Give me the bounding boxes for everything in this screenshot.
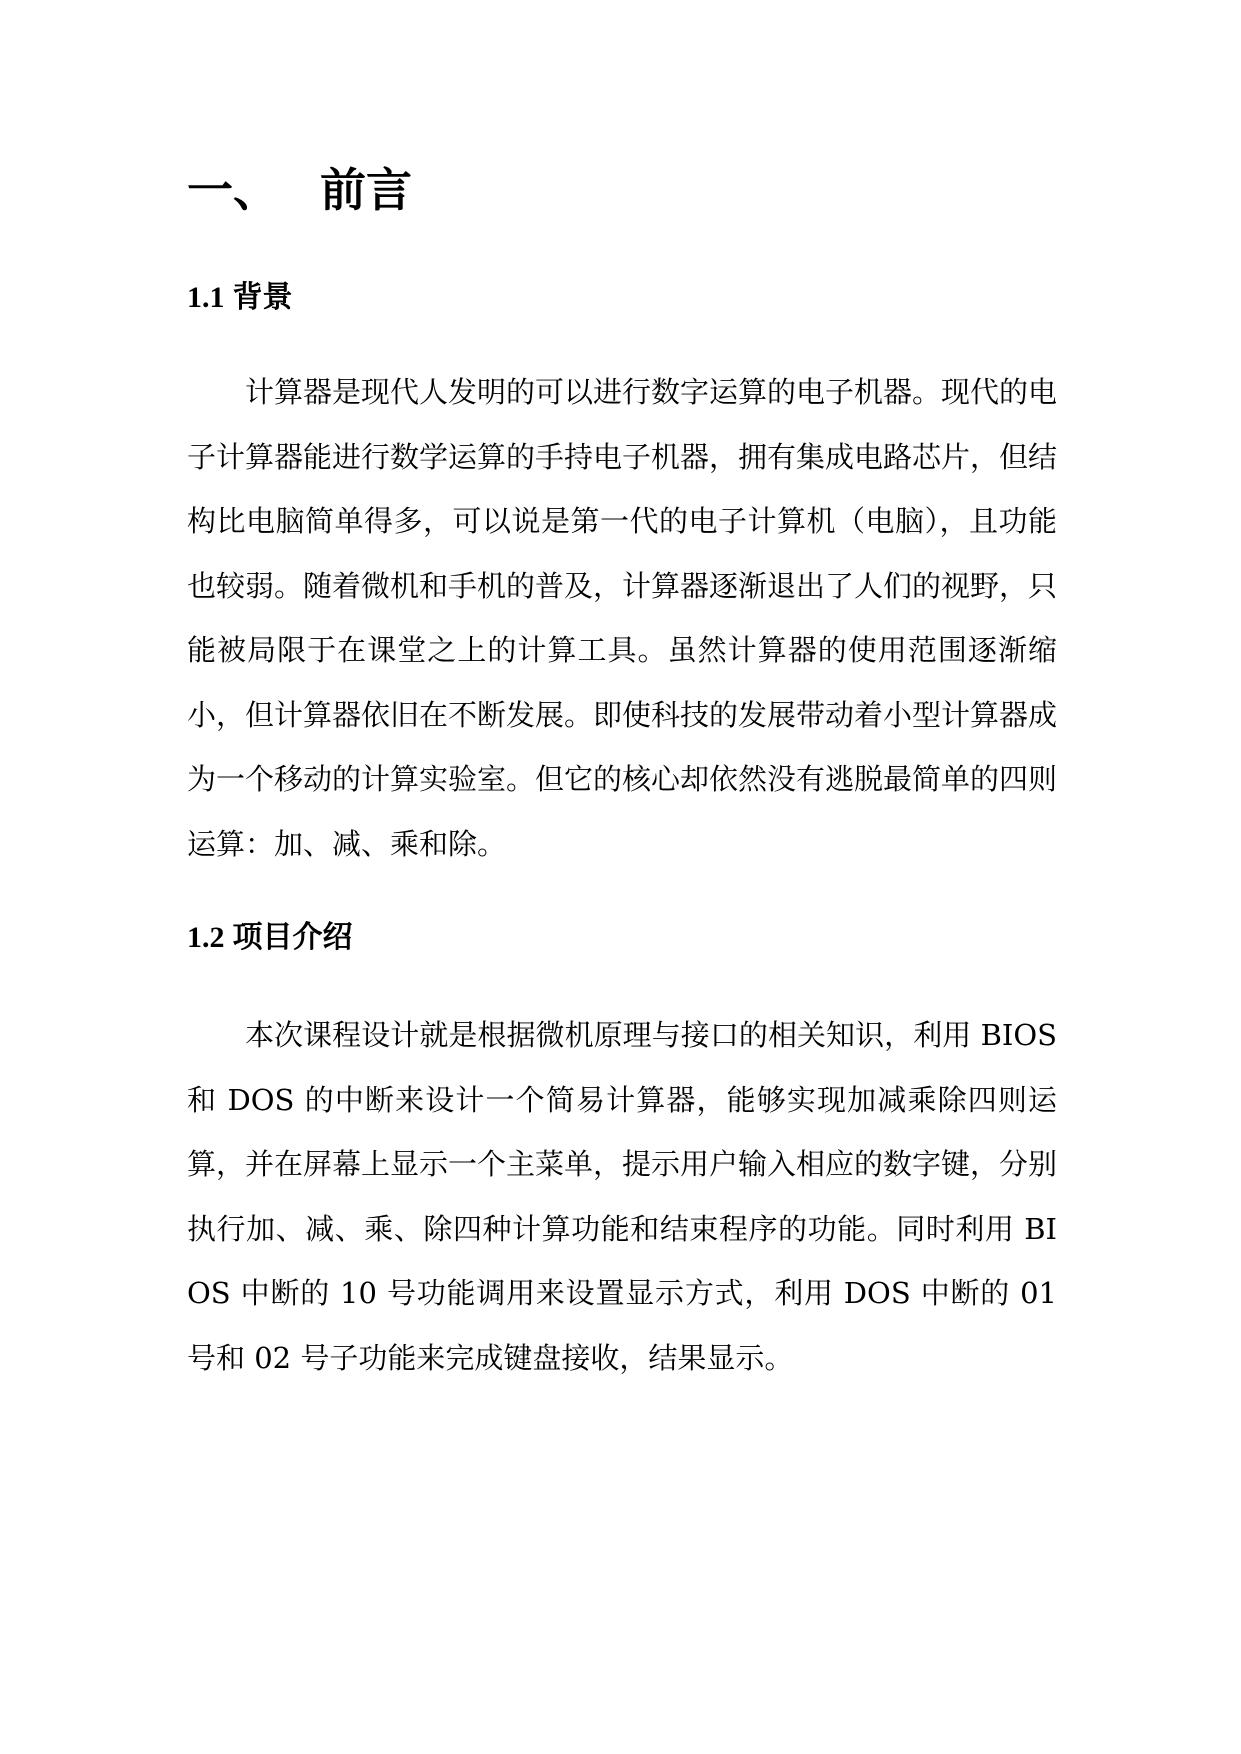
section-title-text: 项目介绍: [232, 920, 353, 955]
chapter-number: 一、: [187, 163, 279, 217]
project-intro-paragraph: 本次课程设计就是根据微机原理与接口的相关知识，利用 BIOS 和 DOS 的中断来设计一个简易计算器，能够实现加减乘除四则运算，并在屏幕上显示一个主菜单，提示用户输入相应的数字键，分别执行加、减、乘、除四种计算功能和结束程序的功能。同时利用 BIOS 中断的 10 号功能调用来设置显示方式，利用 DOS 中断的 01 号和 02 号子功能来完成键盘接收，结果显示。: [187, 1018, 1058, 1375]
chapter-title-text: 前言: [320, 163, 412, 217]
section-heading-project-intro: [187, 918, 353, 958]
chapter-heading: [187, 160, 412, 220]
section-heading-background: [187, 278, 293, 318]
section-number: 1.2: [187, 921, 225, 954]
section-number: 1.1: [187, 281, 225, 314]
background-paragraph: 计算器是现代人发明的可以进行数字运算的电子机器。现代的电子计算器能进行数学运算的手持电子机器，拥有集成电路芯片，但结构比电脑简单得多，可以说是第一代的电子计算机（电脑），且功能也较弱。随着微机和手机的普及，计算器逐渐退出了人们的视野，只能被局限于在课堂之上的计算工具。虽然计算器的使用范围逐渐缩小，但计算器依旧在不断发展。即使科技的发展带动着小型计算器成为一个移动的计算实验室。但它的核心却依然没有逃脱最简单的四则运算：加、减、乘和除。: [187, 375, 1058, 861]
section-title-text: 背景: [232, 280, 293, 315]
